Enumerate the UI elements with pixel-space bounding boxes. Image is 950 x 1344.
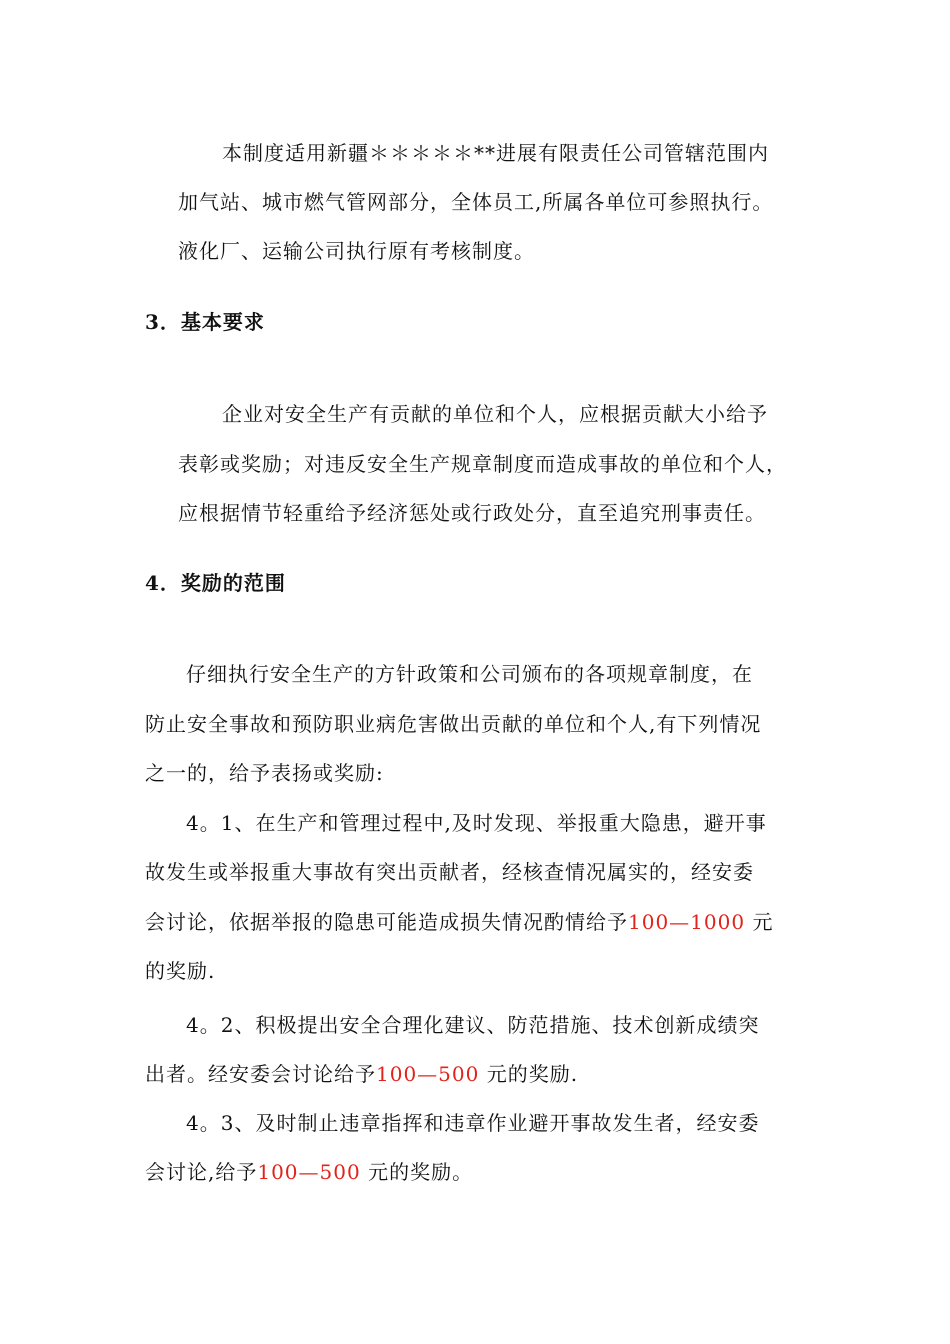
item1-line-2: 故发生或举报重大事故有突出贡献者，经核查情况属实的，经安委	[145, 860, 754, 884]
section3-line-1: 企业对安全生产有贡献的单位和个人，应根据贡献大小给予	[222, 402, 768, 426]
section3-line-3: 应根据情节轻重给予经济惩处或行政处分，直至追究刑事责任。	[178, 501, 766, 525]
item3-reward-amount: 100—500	[257, 1160, 361, 1184]
item2-line-2-text: 出者。经安委会讨论给予	[145, 1062, 376, 1086]
item3-line-2	[145, 1159, 473, 1185]
section4-intro-line-2: 防止安全事故和预防职业病危害做出贡献的单位和个人,有下列情况	[145, 712, 762, 736]
section4-heading: 4．奖励的范围	[145, 571, 286, 595]
section4-intro-line-3: 之一的，给予表扬或奖励:	[145, 761, 384, 785]
section3-heading: 3．基本要求	[145, 310, 265, 334]
item1-line-1: 4。1、在生产和管理过程中,及时发现、举报重大隐患，避开事	[186, 811, 767, 835]
section3-line-2: 表彰或奖励；对违反安全生产规章制度而造成事故的单位和个人，	[178, 452, 787, 476]
item1-line-3-text: 会讨论，依据举报的隐患可能造成损失情况酌情给予	[145, 910, 628, 934]
section4-intro-line-1: 仔细执行安全生产的方针政策和公司颁布的各项规章制度，在	[186, 662, 753, 686]
item2-line-2	[145, 1061, 578, 1087]
item3-line-2-unit: 元的奖励。	[368, 1160, 474, 1184]
scope-line-3: 液化厂、运输公司执行原有考核制度。	[178, 239, 535, 263]
item2-reward-amount: 100—500	[376, 1062, 480, 1086]
item1-line-4: 的奖励.	[145, 959, 216, 983]
item2-line-1: 4。2、积极提出安全合理化建议、防范措施、技术创新成绩突	[186, 1013, 760, 1037]
item1-line-3-unit: 元	[752, 910, 774, 934]
item1-line-3	[145, 909, 773, 935]
item3-line-1: 4。3、及时制止违章指挥和违章作业避开事故发生者，经安委	[186, 1111, 760, 1135]
scope-line-1: 本制度适用新疆＊＊＊＊＊**进展有限责任公司管辖范围内	[222, 141, 769, 165]
item1-reward-amount: 100—1000	[628, 910, 746, 934]
item2-line-2-unit: 元的奖励.	[486, 1062, 579, 1086]
scope-line-2: 加气站、城市燃气管网部分，全体员工,所属各单位可参照执行。	[178, 190, 774, 214]
item3-line-2-text: 会讨论,给予	[145, 1160, 258, 1184]
